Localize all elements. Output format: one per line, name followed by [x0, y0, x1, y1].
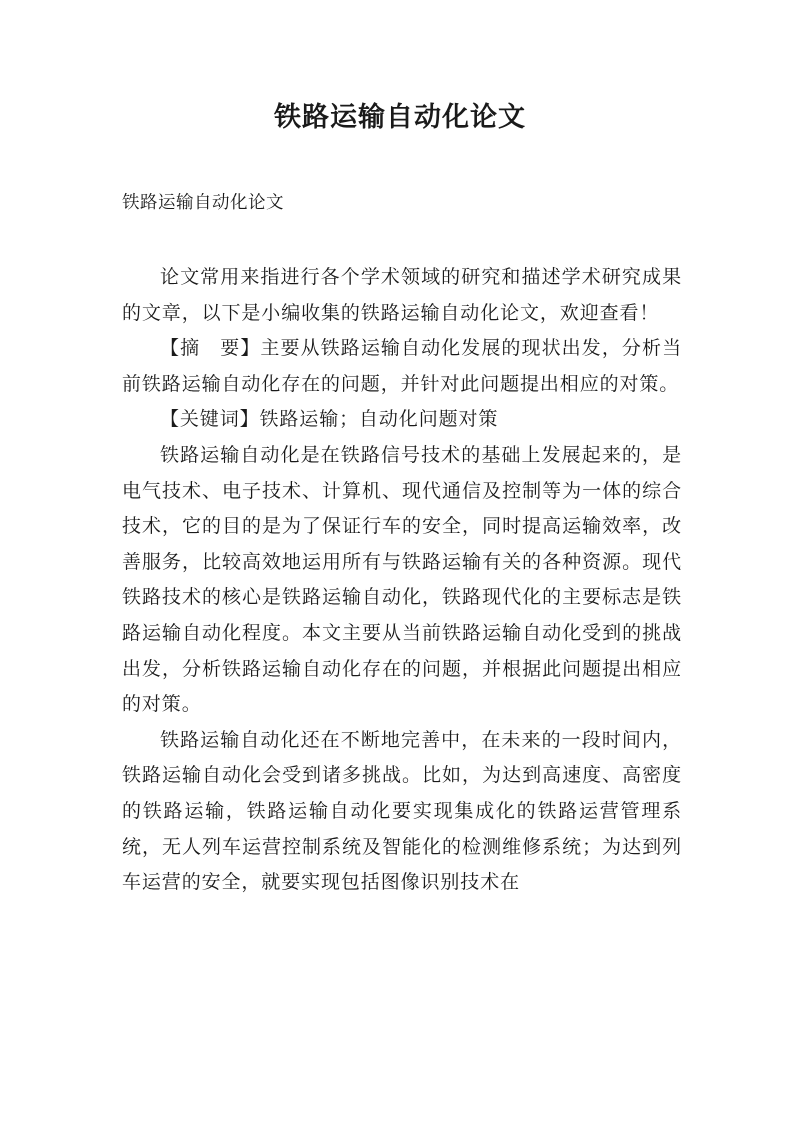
body-paragraph: 铁路运输自动化是在铁路信号技术的基础上发展起来的，是电气技术、电子技术、计算机、现代通信及控制等为一体的综合技术，它的目的是为了保证行车的安全，同时提高运输效率，改善服务，比较高效地运用所有与铁路运输有关的各种资源。现代铁路技术的核心是铁路运输自动化，铁路现代化的主要标志是铁路运输自动化程度。本文主要从当前铁路运输自动化受到的挑战出发，分析铁路运输自动化存在的问题，并根据此问题提出相应的对策。: [122, 443, 682, 716]
intro-paragraph: 论文常用来指进行各个学术领域的研究和描述学术研究成果的文章，以下是小编收集的铁路运输自动化论文，欢迎查看！: [122, 266, 682, 324]
document-subtitle: 铁路运输自动化论文: [122, 193, 284, 213]
abstract-paragraph: 【摘 要】主要从铁路运输自动化发展的现状出发，分析当前铁路运输自动化存在的问题，并针对此问题提出相应的对策。: [122, 337, 682, 395]
body-paragraph: 铁路运输自动化还在不断地完善中，在未来的一段时间内，铁路运输自动化会受到诸多挑战。比如，为达到高速度、高密度的铁路运输，铁路运输自动化要实现集成化的铁路运营管理系统，无人列车运营控制系统及智能化的检测维修系统；为达到列车运营的安全，就要实现包括图像识别技术在: [122, 728, 682, 894]
document-body: [122, 260, 682, 901]
document-title: 铁路运输自动化论文: [274, 102, 526, 133]
keywords-paragraph: 【关键词】铁路运输；自动化问题对策: [160, 408, 499, 431]
